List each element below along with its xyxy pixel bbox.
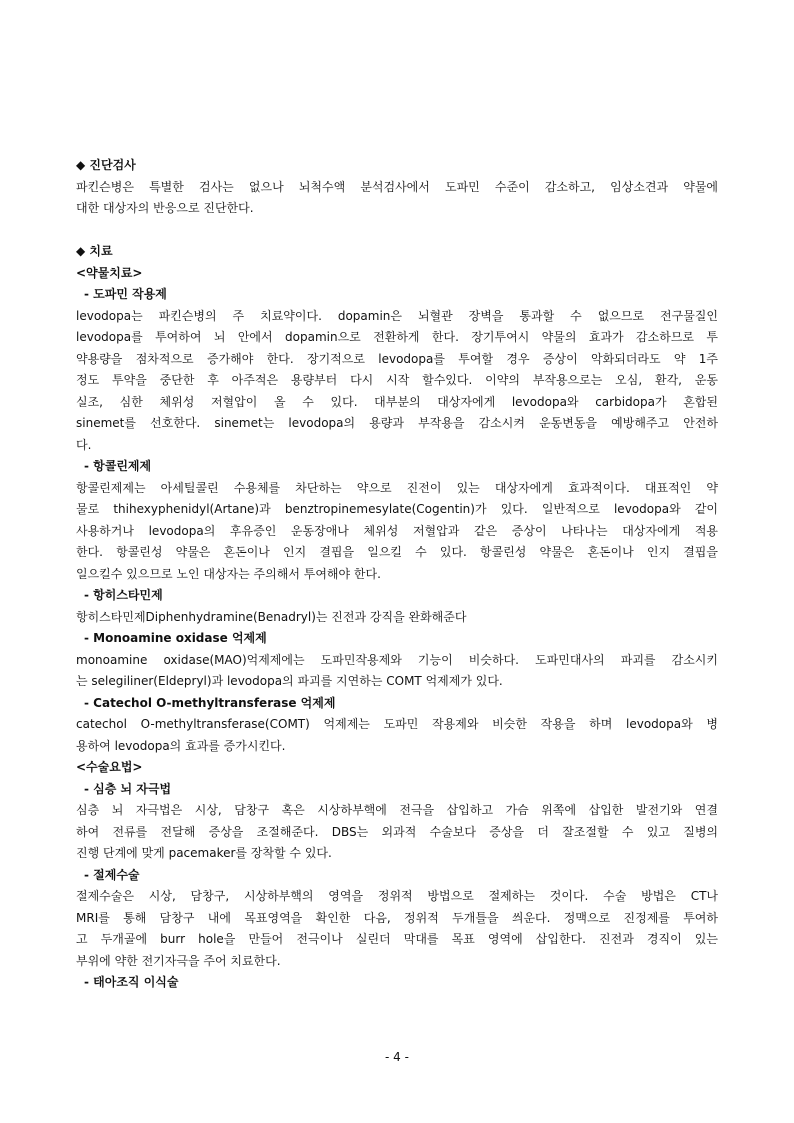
spacer xyxy=(76,220,718,242)
paragraph-ablation xyxy=(76,886,718,972)
paragraph-dbs xyxy=(76,800,718,865)
paragraph-line: 하여 전류를 전달해 증상을 조절해준다. DBS는 외과적 수술보다 증상을 더 잘조절할 수 있고 질병의 xyxy=(76,824,718,839)
paragraph-line: 정도 투약을 중단한 후 아주적은 용량부터 다시 시작 할수있다. 이약의 부작용으로는 오심, 환각, 운동 xyxy=(76,373,718,387)
paragraph-line: 부위에 약한 전기자극을 주어 치료한다. xyxy=(76,953,281,968)
page-number: - 4 - xyxy=(385,1050,409,1064)
paragraph-antihistamine xyxy=(76,607,718,629)
paragraph-line: 다. xyxy=(76,437,92,452)
paragraph-line: 절제수술은 시상, 담창구, 시상하부핵의 영역을 정위적 방법으로 절제하는 것이다. 수술 방법은 CT나 xyxy=(76,889,718,903)
paragraph-line: 한다. 항콜린성 약물은 혼돈이나 인지 결핍을 일으킬 수 있다. 항콜린성 약물은 혼돈이나 인지 결핍을 xyxy=(76,545,718,559)
item-heading-dbs: - 심층 뇌 자극법 xyxy=(84,781,172,796)
paragraph-line: 심층 뇌 자극법은 시상, 담창구 혹은 시상하부핵에 전극을 삽입하고 가슴 위쪽에 삽입한 발전기와 연결 xyxy=(76,803,718,817)
paragraph-mao xyxy=(76,650,718,693)
paragraph-comt xyxy=(76,714,718,757)
paragraph-line: monoamine oxidase(MAO)억제제에는 도파민작용제와 기능이 비슷하다. 도파민대사의 파괴를 감소시키 xyxy=(76,652,718,667)
item-heading-dopamine: - 도파민 작용제 xyxy=(84,287,167,301)
paragraph-line: 파킨슨병은 특별한 검사는 없으나 뇌척수액 분석검사에서 도파민 수준이 감소하고, 임상소견과 약물에 xyxy=(76,179,718,194)
item-heading-fetal-transplant: - 태아조직 이식술 xyxy=(84,975,179,989)
paragraph-line: 항히스타민제Diphenhydramine(Benadryl)는 진전과 강직을 완화해준다 xyxy=(76,609,467,624)
paragraph-line: sinemet를 선호한다. sinemet는 levodopa의 용량과 부작용을 감소시켜 운동변동을 예방해주고 안전하 xyxy=(76,416,718,430)
paragraph-line: 항콜린제제는 아세틸콜린 수용체를 차단하는 약으로 진전이 있는 대상자에게 효과적이다. 대표적인 약 xyxy=(76,480,718,495)
paragraph-line: 는 selegiliner(Eldepryl)과 levodopa의 파괴를 지연하는 COMT 억제제가 있다. xyxy=(76,674,503,688)
paragraph-dopamine xyxy=(76,306,718,457)
paragraph-line: levodopa는 파킨슨병의 주 치료약이다. dopamin은 뇌혈관 장벽을 통과할 수 없으므로 전구물질인 xyxy=(76,308,718,323)
paragraph-anticholinergic xyxy=(76,478,718,586)
item-heading-antihistamine: - 항히스타민제 xyxy=(84,588,163,602)
page-content xyxy=(76,155,718,994)
paragraph-line: MRI를 통해 담창구 내에 목표영역을 확인한 다음, 정위적 두개틀을 씌운다. 정맥으로 진정제를 투여하 xyxy=(76,910,718,925)
paragraph-line: 실조, 심한 체위성 저혈압이 올 수 있다. 대부분의 대상자에게 levodopa와 carbidopa가 혼합된 xyxy=(76,394,718,409)
paragraph-line: 사용하거나 levodopa의 후유증인 운동장애나 체위성 저혈압과 같은 증상이 나타나는 대상자에게 적용 xyxy=(76,523,718,538)
item-heading-comt: - Catechol O-methyltransferase 억제제 xyxy=(84,695,336,710)
section-heading-diagnosis: ◆ 진단검사 xyxy=(76,158,136,172)
paragraph-line: 약용량을 점차적으로 증가해야 한다. 장기적으로 levodopa를 투여할 경우 증상이 악화되더라도 약 1주 xyxy=(76,351,718,366)
subsection-heading-drug: <약물치료> xyxy=(76,265,143,280)
item-heading-mao: - Monoamine oxidase 억제제 xyxy=(84,631,267,645)
section-heading-treatment: ◆ 치료 xyxy=(76,244,113,258)
paragraph-line: 물로 thihexyphenidyl(Artane)과 benztropinemesylate(Cogentin)가 있다. 일반적으로 levodopa와 같이 xyxy=(76,502,718,516)
paragraph-line: catechol O-methyltransferase(COMT) 억제제는 도파민 작용제와 비슷한 작용을 하며 levodopa와 병 xyxy=(76,717,718,731)
paragraph-line: levodopa를 투여하여 뇌 안에서 dopamin으로 전환하게 한다. 장기투여시 약물의 효과가 감소하므로 투 xyxy=(76,330,718,344)
paragraph-line: 일으킬수 있으므로 노인 대상자는 주의해서 투여해야 한다. xyxy=(76,566,381,581)
item-heading-ablation: - 절제수술 xyxy=(84,867,140,882)
paragraph-line: 용하여 levodopa의 효과를 증가시킨다. xyxy=(76,738,286,753)
paragraph-line: 대한 대상자의 반응으로 진단한다. xyxy=(76,201,254,215)
paragraph-diagnosis xyxy=(76,177,718,220)
paragraph-line: 진행 단계에 맞게 pacemaker를 장착할 수 있다. xyxy=(76,846,332,860)
item-heading-anticholinergic: - 항콜린제제 xyxy=(84,459,152,473)
subsection-heading-surgery: <수술요법> xyxy=(76,760,143,774)
paragraph-line: 고 두개골에 burr hole을 만들어 전극이나 실린더 막대를 목표 영역에 삽입한다. 진전과 경직이 있는 xyxy=(76,932,718,946)
